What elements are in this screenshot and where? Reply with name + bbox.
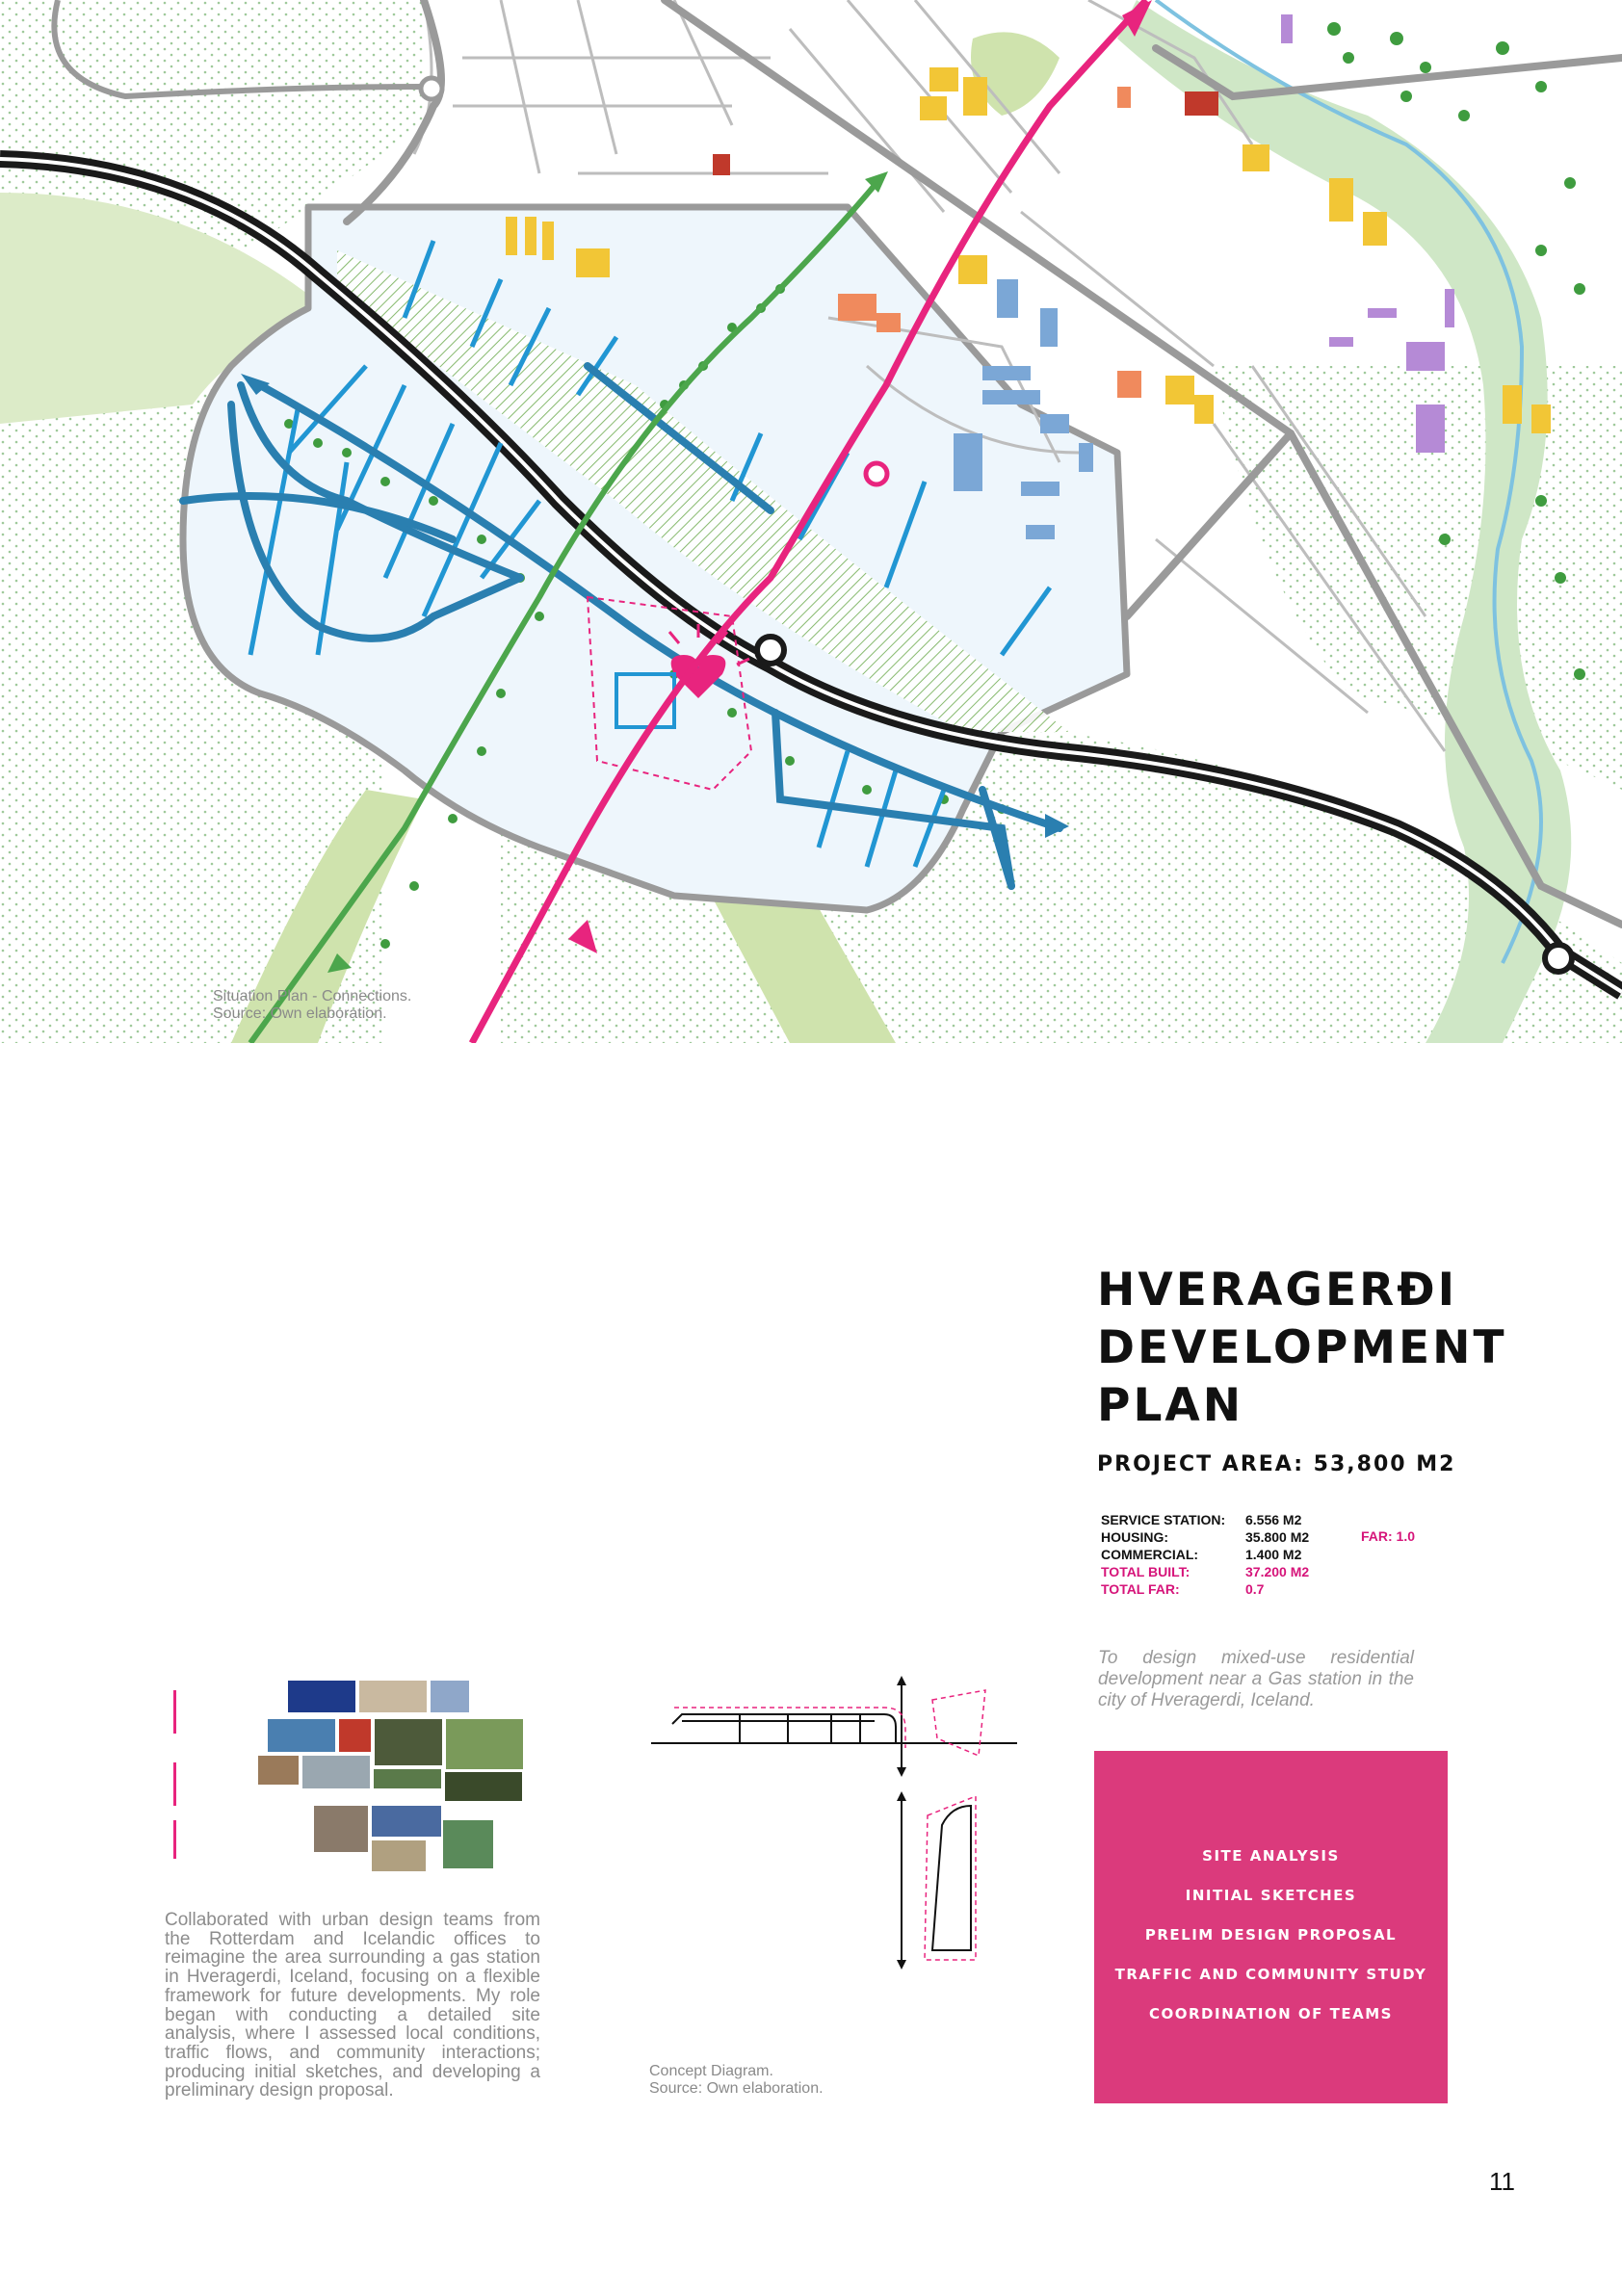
project-title-line: PLAN — [1097, 1379, 1244, 1432]
project-description: Collaborated with urban design teams from the Rotterdam and Icelandic offices to reimagine the area surrounding a gas station in Hveragerdi, Iceland, focusing on a flexible framework for future developments. My role began with conducting a detailed site analysis, where I assessed local conditions, traffic flows, and community interactions; producing initial sketches, and developing a preliminary design proposal. — [165, 1910, 540, 2101]
reference-photo — [372, 1840, 426, 1871]
reference-photo — [372, 1806, 441, 1837]
reference-photo — [443, 1820, 493, 1868]
stat-value: 6.556 M2 — [1245, 1512, 1302, 1527]
reference-photo — [375, 1719, 442, 1765]
map-caption-source: Source: Own elaboration. — [213, 1005, 387, 1022]
reference-photo — [374, 1769, 441, 1788]
stat-value: 37.200 M2 — [1245, 1564, 1310, 1579]
reference-photo — [339, 1719, 371, 1752]
map-caption — [213, 988, 411, 1023]
stat-value: 1.400 M2 — [1245, 1547, 1302, 1562]
task-item: TRAFFIC AND COMMUNITY STUDY — [1114, 1966, 1427, 1983]
stat-label: COMMERCIAL: — [1101, 1547, 1199, 1562]
reference-photo — [446, 1719, 523, 1769]
stat-label: TOTAL BUILT: — [1101, 1564, 1190, 1579]
reference-photo — [268, 1719, 335, 1752]
far-note: FAR: 1.0 — [1361, 1528, 1416, 1544]
project-objective: To design mixed-use residential development near a Gas station in the city of Hveragerdi, Iceland. — [1098, 1648, 1414, 1710]
tasks-box — [1094, 1751, 1448, 2103]
task-item: COORDINATION OF TEAMS — [1149, 2005, 1393, 2022]
stat-label: HOUSING: — [1101, 1529, 1168, 1545]
reference-photo — [314, 1806, 368, 1852]
reference-photo — [302, 1756, 370, 1788]
page-number: 11 — [1489, 2167, 1515, 2196]
reference-photo — [431, 1681, 469, 1712]
concept-diagram — [643, 1671, 1029, 1974]
vertical-labels — [173, 1690, 176, 1859]
map-caption-title: Situation Plan - Connections. — [213, 988, 412, 1004]
project-title — [1097, 1262, 1507, 1435]
stat-value: 0.7 — [1245, 1581, 1265, 1597]
reference-photo-collage — [154, 1671, 539, 1883]
tasks-list — [1094, 1847, 1448, 2045]
reference-photo — [288, 1681, 355, 1712]
stat-value: 35.800 M2 — [1245, 1529, 1310, 1545]
reference-photo — [445, 1772, 522, 1801]
reference-photo — [359, 1681, 427, 1712]
project-title-line: DEVELOPMENT — [1097, 1321, 1507, 1374]
reference-photo — [258, 1756, 299, 1785]
situation-plan-map — [0, 0, 1622, 1043]
task-item: INITIAL SKETCHES — [1185, 1887, 1357, 1904]
concept-caption — [649, 2063, 824, 2098]
concept-caption-source: Source: Own elaboration. — [649, 2080, 824, 2097]
concept-caption-title: Concept Diagram. — [649, 2063, 773, 2079]
stat-label: TOTAL FAR: — [1101, 1581, 1180, 1597]
project-area: PROJECT AREA: 53,800 M2 — [1097, 1452, 1456, 1476]
task-item: PRELIM DESIGN PROPOSAL — [1144, 1926, 1398, 1944]
task-item: SITE ANALYSIS — [1202, 1847, 1340, 1865]
stat-label: SERVICE STATION: — [1101, 1512, 1226, 1527]
project-title-line: HVERAGERÐI — [1097, 1264, 1458, 1317]
